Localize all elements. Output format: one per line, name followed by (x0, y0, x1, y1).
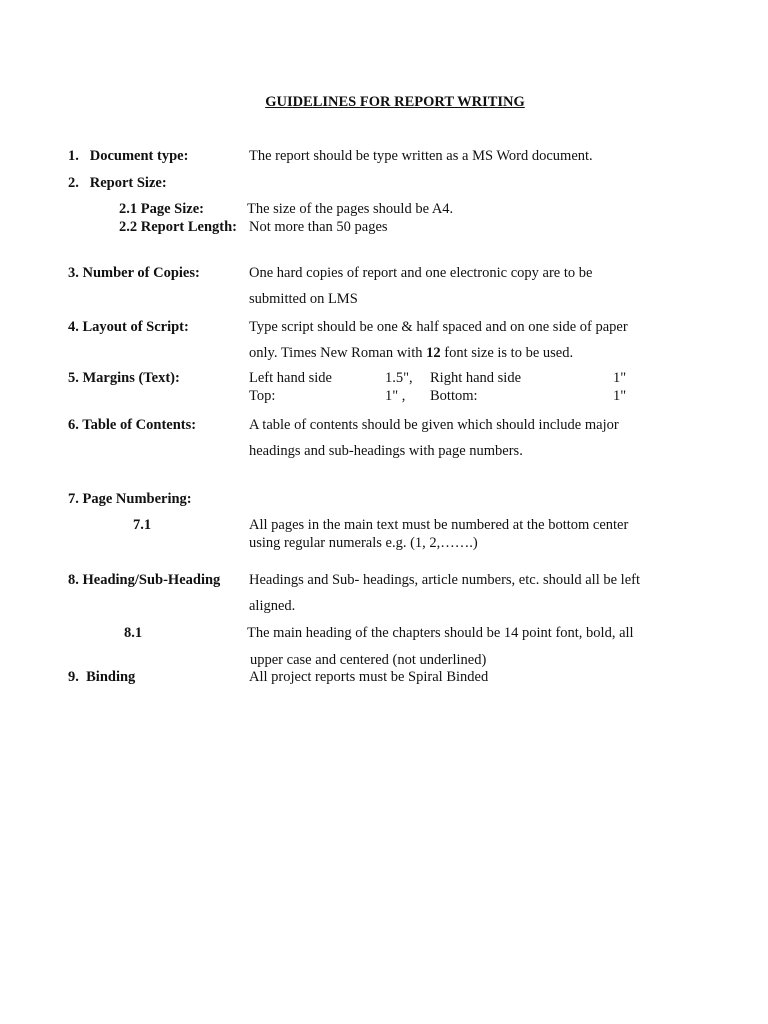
page-title: GUIDELINES FOR REPORT WRITING (265, 94, 525, 110)
margin-right-label: Right hand side (430, 370, 522, 386)
heading-label: 8. Heading/Sub-Heading (68, 572, 221, 588)
margin-right-value: 1" (613, 370, 627, 386)
layout-line-2-post: font size is to be used. (440, 345, 574, 361)
binding-label: 9. Binding (68, 669, 136, 685)
layout-line-2-pre: only. Times New Roman with (249, 345, 427, 361)
layout-line-2 (249, 344, 573, 362)
margin-top-value: 1" , (385, 388, 406, 404)
page-numbering-line-1: All pages in the main text must be numbered at the bottom center (249, 517, 629, 533)
margins-label: 5. Margins (Text): (68, 370, 180, 386)
report-length-text: Not more than 50 pages (249, 219, 388, 235)
page-size-text: The size of the pages should be A4. (247, 201, 454, 217)
page-numbering-label: 7. Page Numbering: (68, 491, 192, 507)
toc-line-1: A table of contents should be given which should include major (249, 417, 619, 433)
report-length-label: 2.2 Report Length: (119, 219, 238, 235)
copies-line-1: One hard copies of report and one electronic copy are to be (249, 265, 593, 281)
binding-text: All project reports must be Spiral Binded (249, 669, 489, 685)
heading-sub-line-1: The main heading of the chapters should be 14 point font, bold, all (247, 625, 634, 641)
heading-line-2: aligned. (249, 598, 296, 614)
page-size-label: 2.1 Page Size: (119, 201, 204, 217)
heading-line-1: Headings and Sub- headings, article numbers, etc. should all be left (249, 572, 640, 588)
font-size-value: 12 (426, 345, 441, 361)
copies-label: 3. Number of Copies: (68, 265, 200, 281)
margin-bottom-value: 1" (613, 388, 627, 404)
margin-bottom-label: Bottom: (430, 388, 478, 404)
page-numbering-sub-label: 7.1 (133, 517, 152, 533)
layout-label: 4. Layout of Script: (68, 319, 189, 335)
heading-sub-line-2: upper case and centered (not underlined) (250, 652, 487, 668)
margin-top-label: Top: (249, 388, 276, 404)
page-numbering-line-2: using regular numerals e.g. (1, 2,…….) (249, 535, 478, 551)
doc-type-label: 1. Document type: (68, 148, 189, 164)
toc-label: 6. Table of Contents: (68, 417, 197, 433)
margin-left-value: 1.5", (385, 370, 413, 386)
heading-sub-label: 8.1 (124, 625, 143, 641)
margin-left-label: Left hand side (249, 370, 332, 386)
layout-line-1: Type script should be one & half spaced and on one side of paper (249, 319, 628, 335)
doc-type-text: The report should be type written as a MS Word document. (249, 148, 593, 164)
copies-line-2: submitted on LMS (249, 291, 358, 307)
toc-line-2: headings and sub-headings with page numbers. (249, 443, 523, 459)
report-size-label: 2. Report Size: (68, 175, 167, 191)
